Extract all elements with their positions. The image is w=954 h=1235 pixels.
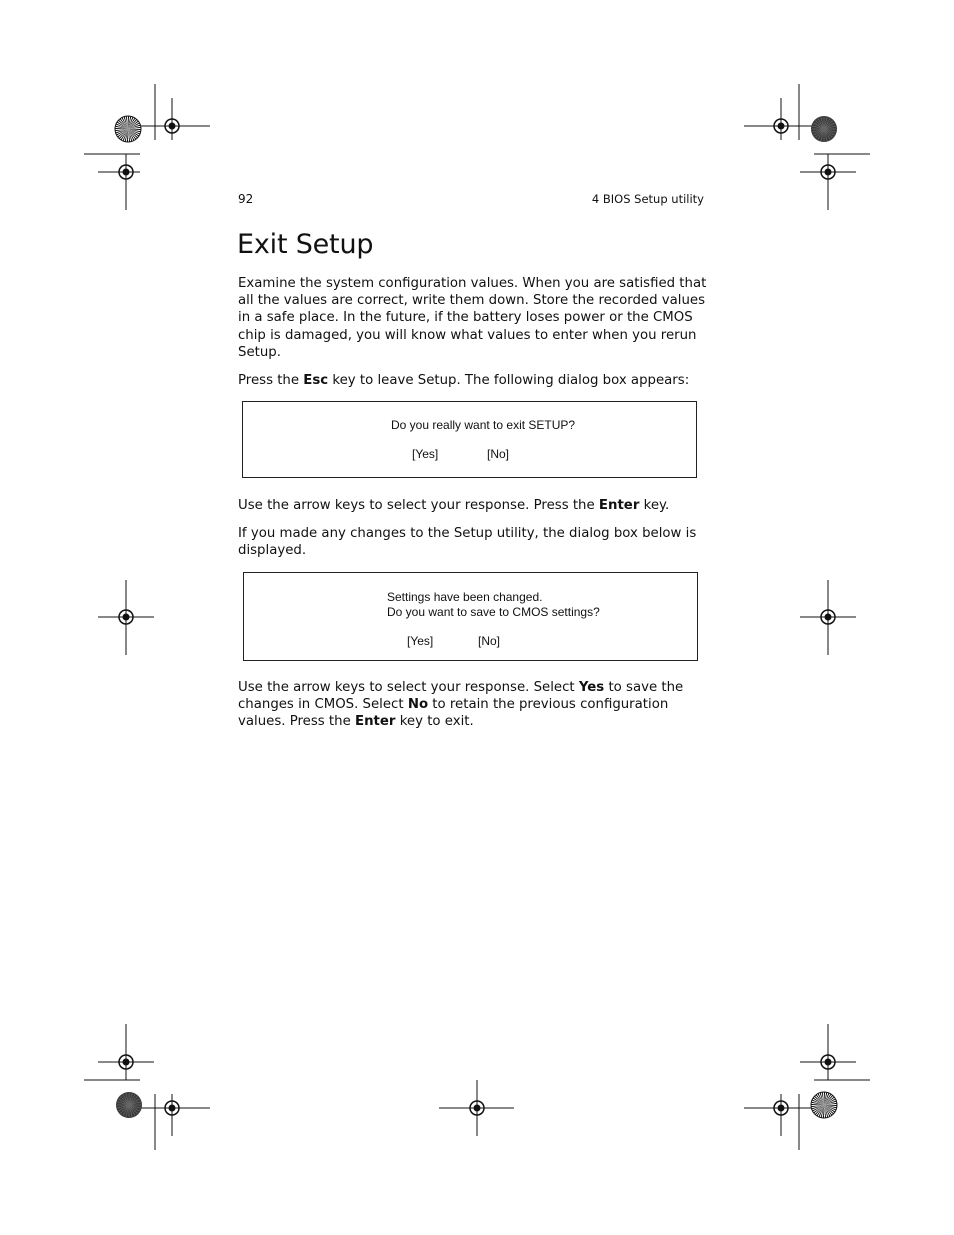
dark-target-icon — [116, 1092, 142, 1118]
page-title: Exit Setup — [237, 229, 374, 260]
starburst-target-icon — [811, 1092, 837, 1118]
page-number: 92 — [238, 192, 254, 206]
exit-dialog-no[interactable]: [No] — [487, 447, 510, 461]
enter-before: Use the arrow keys to select your response. Press the — [238, 498, 599, 513]
final-enter: Enter — [354, 714, 396, 730]
enter-paragraph — [238, 497, 708, 514]
final-p3: to retain the previous configuration values. Press the — [238, 697, 669, 730]
final-no: No — [407, 697, 429, 713]
final-p4: key to exit. — [395, 714, 474, 730]
exit-dialog-question: Do you really want to exit SETUP? — [391, 418, 576, 432]
final-yes: Yes — [578, 680, 605, 695]
save-dialog-no[interactable]: [No] — [478, 634, 501, 648]
final-p2: to save the changes in CMOS. Select — [238, 680, 684, 713]
esc-after: key to leave Setup. The following dialog box appears: — [328, 373, 690, 388]
enter-key: Enter — [598, 498, 640, 513]
save-dialog-line1: Settings have been changed. — [387, 590, 543, 604]
starburst-target-icon — [115, 116, 141, 142]
changes-paragraph: If you made any changes to the Setup utility, the dialog box below is displayed. — [238, 526, 697, 559]
dark-target-icon — [811, 116, 837, 142]
running-header: 4 BIOS Setup utility — [591, 192, 704, 206]
intro-paragraph: Examine the system configuration values. When you are satisfied that all the values are correct, write them down. Store the recorded values in a safe place. In the future, if the battery loses power or the CMOS chip is damaged, you will know what values to enter when you rerun Setup. — [238, 276, 707, 360]
enter-after: key. — [639, 498, 670, 513]
exit-dialog-yes[interactable]: [Yes] — [412, 447, 439, 461]
exit-dialog — [242, 401, 697, 478]
save-dialog-line2: Do you want to save to CMOS settings? — [387, 605, 600, 619]
esc-paragraph — [238, 372, 708, 389]
esc-key: Esc — [303, 373, 329, 388]
save-dialog — [243, 572, 698, 661]
save-dialog-yes[interactable]: [Yes] — [407, 634, 434, 648]
esc-before: Press the — [238, 373, 304, 388]
final-paragraph — [238, 679, 708, 731]
final-p1: Use the arrow keys to select your response. Select — [238, 680, 579, 695]
